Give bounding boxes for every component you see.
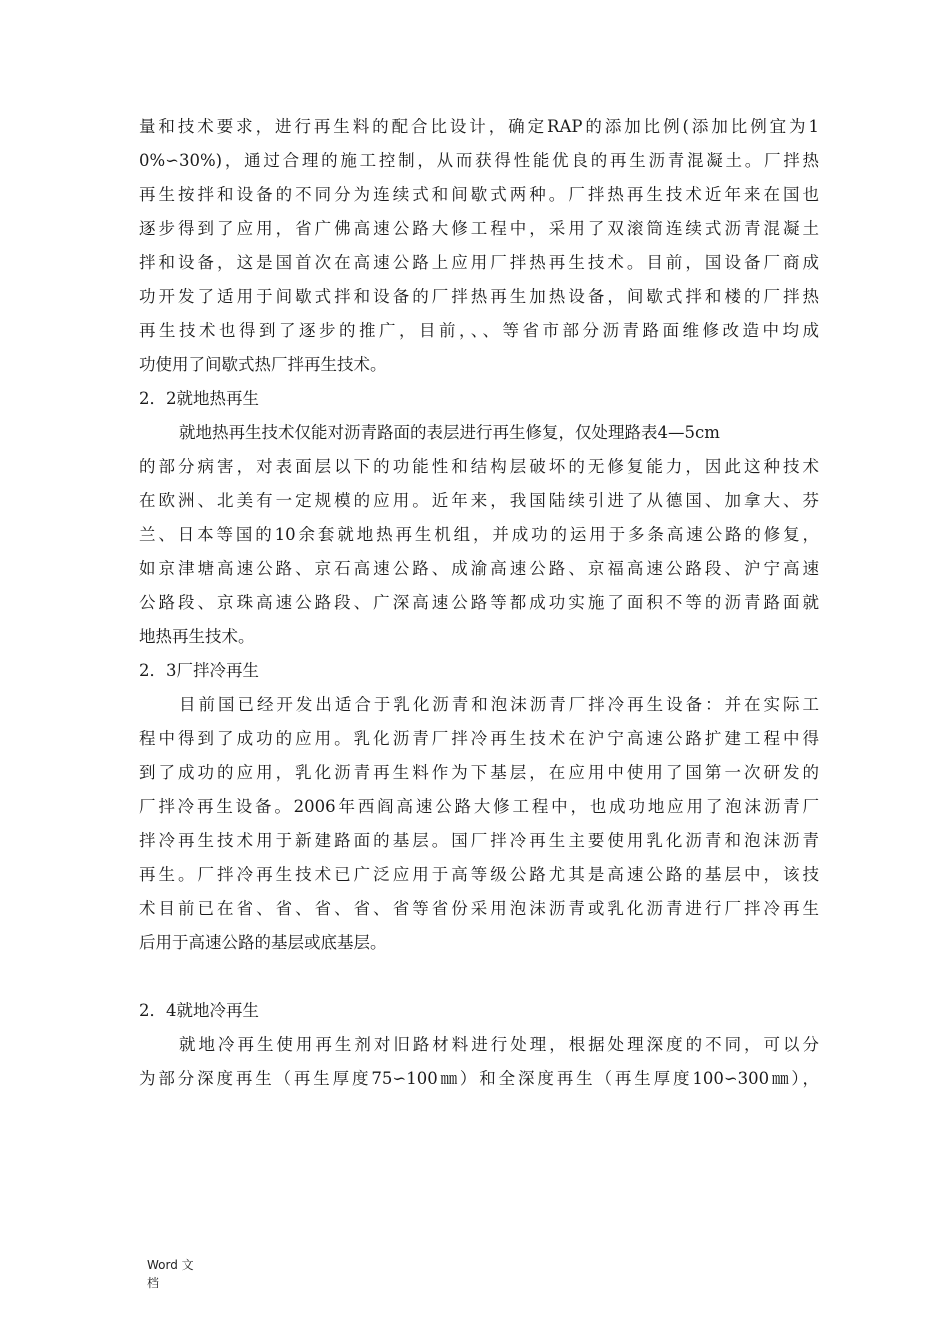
footer-line: 档: [147, 1276, 160, 1290]
text-line: 的部分病害，对表面层以下的功能性和结构层破坏的无修复能力，因此这种技术: [139, 457, 819, 476]
text-line: 再生技术也得到了逐步的推广，目前，、、等省市部分沥青路面维修改造中均成: [139, 321, 819, 340]
footer-line: Word 文: [147, 1258, 194, 1272]
text-line: 功使用了间歇式热厂拌再生技术。: [139, 355, 387, 374]
text-line: 拌和设备，这是国首次在高速公路上应用厂拌热再生技术。目前，国设备厂商成: [139, 253, 819, 272]
text-line: 到了成功的应用，乳化沥青再生料作为下基层，在应用中使用了国第一次研发的: [139, 763, 819, 782]
text-line: 在欧洲、北美有一定规模的应用。近年来，我国陆续引进了从德国、加拿大、芬: [139, 491, 819, 510]
text-line: 功开发了适用于间歇式拌和设备的厂拌热再生加热设备，间歇式拌和楼的厂拌热: [139, 287, 819, 306]
section-heading: 2．4就地冷再生: [139, 1001, 259, 1020]
text-line: 后用于高速公路的基层或底基层。: [139, 933, 387, 952]
section-heading: 2．2就地热再生: [139, 389, 259, 408]
text-line: 公路段、京珠高速公路段、广深高速公路等都成功实施了面积不等的沥青路面就: [139, 593, 819, 612]
document-body: [139, 110, 819, 1096]
blank-line: [139, 960, 819, 994]
text-line: 地热再生技术。: [139, 627, 255, 646]
text-line: 厂拌冷再生设备。2006年西阎高速公路大修工程中，也成功地应用了泡沫沥青厂: [139, 797, 819, 816]
section-heading: 2．3厂拌冷再生: [139, 661, 259, 680]
text-line: 量和技术要求，进行再生料的配合比设计，确定RAP的添加比例(添加比例宜为1: [139, 117, 819, 136]
paragraph: [139, 688, 819, 960]
paragraph: [139, 416, 819, 654]
text-line: 就地热再生技术仅能对沥青路面的表层进行再生修复，仅处理路表4—5cm: [179, 423, 720, 442]
paragraph: [139, 1028, 819, 1096]
text-line: 再生按拌和设备的不同分为连续式和间歇式两种。厂拌热再生技术近年来在国也: [139, 185, 819, 204]
text-line: 拌冷再生技术用于新建路面的基层。国厂拌冷再生主要使用乳化沥青和泡沫沥青: [139, 831, 819, 850]
page-footer: [147, 1256, 194, 1292]
text-line: 就地冷再生使用再生剂对旧路材料进行处理，根据处理深度的不同，可以分: [179, 1035, 819, 1054]
text-line: 0%∽30%)，通过合理的施工控制，从而获得性能优良的再生沥青混凝土。厂拌热: [139, 151, 819, 170]
text-line: 兰、日本等国的10余套就地热再生机组，并成功的运用于多条高速公路的修复，: [139, 525, 819, 544]
text-line: 程中得到了成功的应用。乳化沥青厂拌冷再生技术在沪宁高速公路扩建工程中得: [139, 729, 819, 748]
text-line: 目前国已经开发出适合于乳化沥青和泡沫沥青厂拌冷再生设备：并在实际工: [179, 695, 819, 714]
text-line: 再生。厂拌冷再生技术已广泛应用于高等级公路尤其是高速公路的基层中，该技: [139, 865, 819, 884]
paragraph: [139, 110, 819, 382]
text-line: 逐步得到了应用，省广佛高速公路大修工程中，采用了双滚筒连续式沥青混凝土: [139, 219, 819, 238]
text-line: 为部分深度再生（再生厚度75∽100㎜）和全深度再生（再生厚度100∽300㎜），: [139, 1069, 819, 1088]
text-line: 术目前已在省、省、省、省、省等省份采用泡沫沥青或乳化沥青进行厂拌冷再生: [139, 899, 819, 918]
text-line: 如京津塘高速公路、京石高速公路、成渝高速公路、京福高速公路段、沪宁高速: [139, 559, 819, 578]
